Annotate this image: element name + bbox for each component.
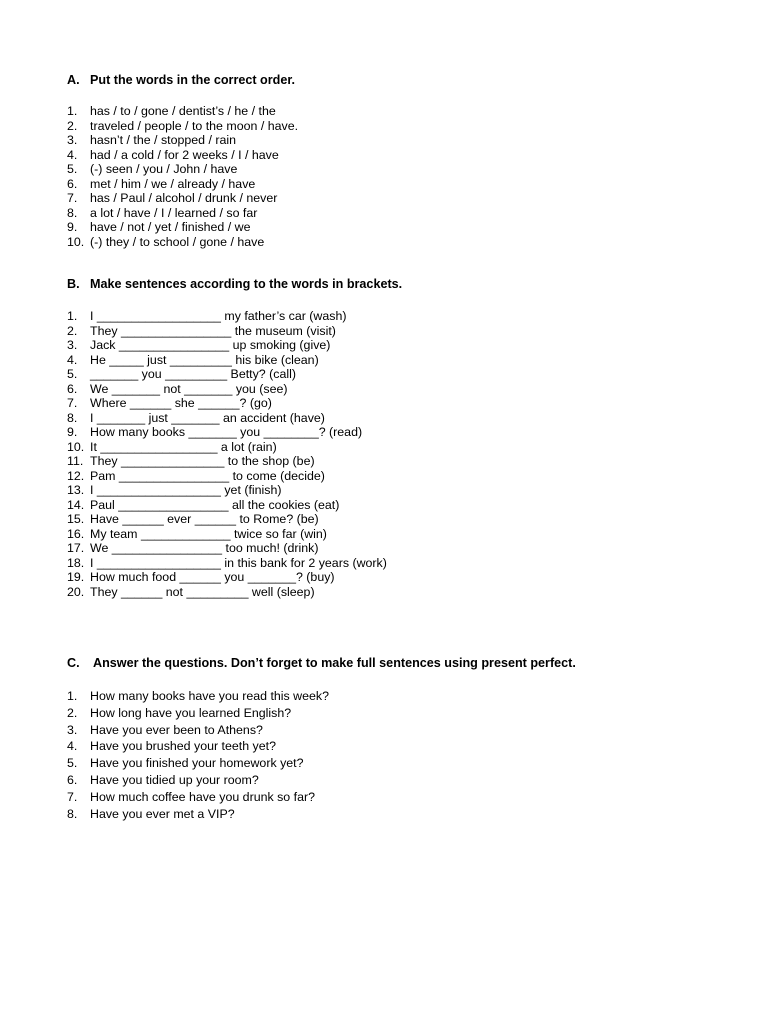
item-text: I _______ just _______ an accident (have): [90, 410, 325, 425]
section-c-heading: [67, 656, 576, 670]
item-number: 9.: [67, 220, 78, 234]
item-number: 8.: [67, 410, 78, 425]
list-item: [67, 722, 329, 739]
item-number: 15.: [67, 512, 85, 526]
item-text: We _______ not _______ you (see): [90, 381, 288, 396]
section-b-list: [67, 309, 387, 599]
section-c-letter: C.: [67, 656, 80, 670]
item-number: 11.: [67, 454, 84, 468]
list-item: [67, 512, 387, 527]
item-number: 4.: [67, 147, 78, 162]
section-c-list: [67, 688, 329, 822]
item-text: Have you ever been to Athens?: [90, 722, 263, 737]
list-item: [67, 556, 387, 571]
item-text: How much food ______ you _______? (buy): [90, 570, 335, 584]
item-text: met / him / we / already / have: [90, 176, 256, 191]
list-item: [67, 440, 387, 455]
item-number: 16.: [67, 526, 85, 541]
list-item: [67, 309, 387, 324]
list-item: [67, 191, 298, 206]
list-item: [67, 235, 298, 250]
list-item: [67, 382, 387, 397]
item-text: Have you tidied up your room?: [90, 772, 259, 787]
item-number: 5.: [67, 162, 78, 176]
list-item: [67, 454, 387, 469]
item-number: 20.: [67, 584, 85, 599]
item-text: had / a cold / for 2 weeks / I / have: [90, 147, 279, 162]
item-text: (-) seen / you / John / have: [90, 162, 238, 176]
item-number: 7.: [67, 396, 78, 410]
item-text: I __________________ my father’s car (wash): [90, 309, 347, 323]
item-text: It _________________ a lot (rain): [90, 439, 277, 454]
item-text: They ______ not _________ well (sleep): [90, 584, 315, 599]
list-item: [67, 133, 298, 148]
section-a-title: Put the words in the correct order.: [90, 73, 296, 87]
list-item: [67, 705, 329, 722]
item-text: Have you brushed your teeth yet?: [90, 739, 276, 754]
list-item: [67, 148, 298, 163]
item-number: 18.: [67, 555, 85, 570]
list-item: [67, 104, 298, 119]
list-item: [67, 220, 298, 235]
item-text: How many books _______ you ________? (read): [90, 425, 363, 439]
item-text: Paul ________________ all the cookies (eat): [90, 497, 340, 512]
item-text: Where ______ she ______? (go): [90, 396, 272, 410]
item-text: has / Paul / alcohol / drunk / never: [90, 191, 278, 205]
list-item: [67, 688, 329, 705]
list-item: [67, 396, 387, 411]
item-number: 4.: [67, 739, 78, 754]
list-item: [67, 541, 387, 556]
item-text: They ________________ the museum (visit): [90, 323, 336, 338]
item-number: 2.: [67, 118, 78, 133]
list-item: [67, 162, 298, 177]
list-item: [67, 425, 387, 440]
item-text: I __________________ in this bank for 2 years (work): [90, 555, 387, 570]
item-number: 3.: [67, 722, 78, 737]
list-item: [67, 119, 298, 134]
list-item: [67, 483, 387, 498]
item-number: 7.: [67, 191, 78, 205]
item-text: Have you finished your homework yet?: [90, 756, 304, 771]
item-text: How much coffee have you drunk so far?: [90, 789, 315, 804]
item-number: 13.: [67, 483, 85, 497]
item-text: How many books have you read this week?: [90, 689, 329, 703]
item-text: Have ______ ever ______ to Rome? (be): [90, 512, 319, 526]
item-number: 8.: [67, 205, 78, 220]
item-text: (-) they / to school / gone / have: [90, 234, 265, 249]
item-number: 5.: [67, 756, 78, 771]
list-item: [67, 527, 387, 542]
section-b-heading: [67, 277, 402, 291]
item-text: hasn’t / the / stopped / rain: [90, 133, 237, 147]
item-text: Have you ever met a VIP?: [90, 806, 235, 821]
list-item: [67, 738, 329, 755]
item-text: He _____ just _________ his bike (clean): [90, 352, 319, 367]
list-item: [67, 206, 298, 221]
item-text: My team _____________ twice so far (win): [90, 526, 327, 541]
item-number: 6.: [67, 772, 78, 787]
item-text: a lot / have / I / learned / so far: [90, 205, 258, 220]
item-number: 7.: [67, 789, 78, 804]
list-item: [67, 789, 329, 806]
item-text: Jack ________________ up smoking (give): [90, 338, 331, 352]
list-item: [67, 570, 387, 585]
item-number: 12.: [67, 468, 85, 483]
item-number: 17.: [67, 541, 85, 555]
item-text: traveled / people / to the moon / have.: [90, 118, 299, 133]
list-item: [67, 585, 387, 600]
section-a-letter: A.: [67, 73, 80, 87]
item-text: We ________________ too much! (drink): [90, 541, 319, 555]
list-item: [67, 411, 387, 426]
section-b-title: Make sentences according to the words in brackets.: [90, 277, 403, 291]
item-number: 3.: [67, 133, 78, 147]
item-number: 6.: [67, 176, 78, 191]
item-number: 2.: [67, 323, 78, 338]
item-number: 9.: [67, 425, 78, 439]
list-item: [67, 498, 387, 513]
item-number: 2.: [67, 705, 78, 720]
item-number: 10.: [67, 439, 85, 454]
list-item: [67, 772, 329, 789]
item-number: 1.: [67, 689, 78, 703]
item-number: 19.: [67, 570, 85, 584]
item-number: 3.: [67, 338, 78, 352]
item-text: _______ you _________ Betty? (call): [90, 367, 296, 381]
item-text: They _______________ to the shop (be): [90, 454, 315, 468]
item-number: 14.: [67, 497, 85, 512]
item-text: Pam ________________ to come (decide): [90, 468, 325, 483]
list-item: [67, 177, 298, 192]
list-item: [67, 367, 387, 382]
item-text: have / not / yet / finished / we: [90, 220, 251, 234]
item-number: 10.: [67, 234, 85, 249]
section-b-letter: B.: [67, 277, 80, 291]
item-number: 8.: [67, 806, 78, 821]
list-item: [67, 338, 387, 353]
list-item: [67, 755, 329, 772]
item-number: 1.: [67, 309, 78, 323]
section-a-heading: [67, 73, 295, 87]
item-text: has / to / gone / dentist’s / he / the: [90, 104, 276, 118]
item-number: 4.: [67, 352, 78, 367]
item-number: 5.: [67, 367, 78, 381]
item-text: How long have you learned English?: [90, 705, 292, 720]
item-number: 1.: [67, 104, 78, 118]
list-item: [67, 806, 329, 823]
section-a-list: [67, 104, 298, 249]
list-item: [67, 353, 387, 368]
item-number: 6.: [67, 381, 78, 396]
section-c-title: Answer the questions. Don’t forget to make full sentences using present perfect.: [93, 656, 576, 670]
list-item: [67, 469, 387, 484]
list-item: [67, 324, 387, 339]
item-text: I __________________ yet (finish): [90, 483, 282, 497]
